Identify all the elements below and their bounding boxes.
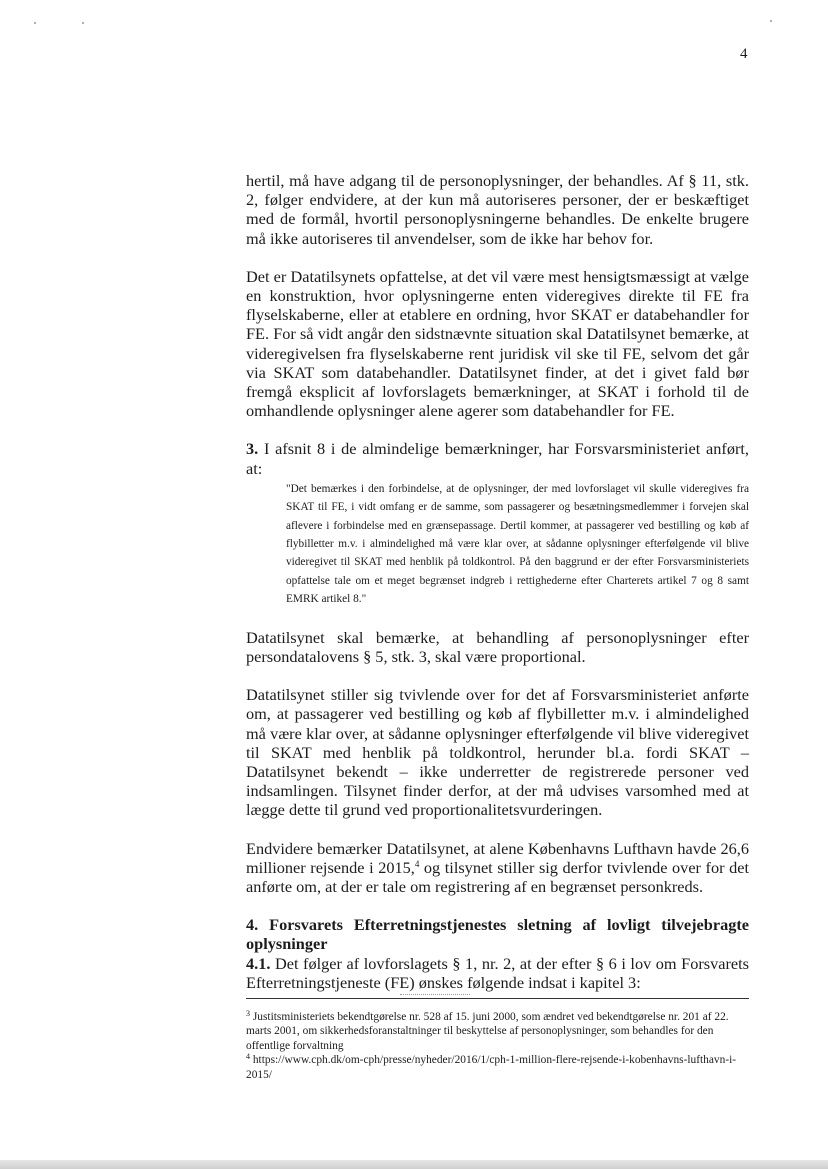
footnotes	[246, 1010, 756, 1082]
section-heading-4: 4. Forsvarets Efterretningstjenestes sletning af lovligt tilvejebragte oplysninger	[246, 915, 749, 954]
section-number: 3.	[246, 439, 259, 459]
page-number: 4	[740, 46, 748, 62]
footnote-ref-4: 4	[414, 858, 420, 869]
scan-edge	[0, 1160, 828, 1169]
scan-speck	[770, 20, 772, 22]
footnote-4: $^4$ https://www.cph.dk/om-cph/presse/nyheder/2016/1/cph-1-million-flere-rejsende-i-kobenhavns-lufthavn-i-2015/	[246, 1052, 737, 1081]
paragraph-proportionality: Datatilsynet skal bemærke, at behandling af personoplysninger efter persondatalovens § 5, stk. 3, skal være proportional.	[246, 627, 749, 666]
paragraph-passenger-count: Endvidere bemærker Datatilsynet, at alene Københavns Lufthavn havde 26,6 millioner rejsende i 2015,$^4$ og tilsynet stiller sig derfor tvivlende over for det anførte om, at der er tale om registrering af en begrænset personkreds.	[246, 838, 750, 896]
footnote-link: https://www.cph.dk/om-cph/presse/nyheder/2016/1/cph-1-million-flere-rejsende-i-kobenhavns-lufthavn-i-2015/	[246, 1054, 737, 1081]
footnote-divider	[246, 998, 749, 999]
document-body	[246, 171, 749, 992]
paragraph-section-4-1: 4.1. Det følger af lovforslagets § 1, nr. 2, at der efter § 6 i lov om Forsvarets Efterretningstjeneste (FE) ønskes følgende indsat i kapitel 3:	[246, 953, 749, 992]
paragraph-section-3	[246, 439, 749, 477]
footnote-3: $^3$ Justitsministeriets bekendtgørelse nr. 528 af 15. juni 2000, som ændret ved bekendtgørelse nr. 201 af 22. marts 2001, om sikkerhedsforanstaltninger til beskyttelse af personoplysninger, som behandles for den offentlige forvaltning	[246, 1009, 729, 1052]
paragraph-datatilsynet-opinion: Det er Datatilsynets opfattelse, at det vil være mest hensigtsmæssigt at vælge en konstruktion, hvor oplysningerne enten videregives direkte til FE fra flyselskaberne, eller at etablere en ordning, hvor SKAT er databehandler for FE. For så vidt angår den sidstnævnte situation skal Datatilsynet bemærke, at videregivelsen fra flyselskaberne rent juridisk vil ske til FE, selvom det går via SKAT som databehandler. Datatilsynet finder, at det i givet fald bør fremgå eksplicit af lovforslagets bemærkninger, at SKAT i forhold til de omhandlende oplysninger alene agerer som databehandler for FE.	[246, 266, 749, 421]
section-text: I afsnit 8 i de almindelige bemærkninger, har Forsvarsministeriet anført, at:	[246, 439, 749, 478]
subsection-number: 4.1.	[246, 953, 271, 973]
scan-speck	[34, 22, 36, 24]
block-quote: "Det bemærkes i den forbindelse, at de oplysninger, der med lovforslaget vil skulle videregives fra SKAT til FE, i vidt omfang er de samme, som passagerer og besætningsmedlemmer i forvejen skal aflevere i forbindelse med en grænsepassage. Dertil kommer, at passagerer ved bestilling og køb af flybilletter m.v. i almindelighed må være klar over, at sådanne oplysninger efterfølgende vil blive videregivet til SKAT med henblik på toldkontrol. På den baggrund er der efter Forsvarsministeriets opfattelse tale om et meget begrænset indgreb i rettighederne efter Charterets artikel 7 og 8 samt EMRK artikel 8."	[286, 482, 749, 606]
footnote-separator-dotted	[400, 994, 470, 995]
paragraph-doubt: Datatilsynet stiller sig tvivlende over for det af Forsvarsministeriet anførte om, at passagerer ved bestilling og køb af flybilletter m.v. i almindelighed må være klar over, at sådanne oplysninger efterfølgende vil blive videregivet til SKAT med henblik på toldkontrol, herunder bl.a. fordi SKAT – Datatilsynet bekendt – ikke underretter de registrerede personer ved indsamlingen. Tilsynet finder derfor, at der må udvises varsomhed med at lægge dette til grund ved proportionalitetsvurderingen.	[246, 685, 749, 820]
scan-speck	[82, 22, 84, 24]
paragraph-continuation: hertil, må have adgang til de personoplysninger, der behandles. Af § 11, stk. 2, følger endvidere, at der kun må autoriseres personer, der er beskæftiget med de formål, hvortil personoplysningerne behandles. De enkelte brugere må ikke autoriseres til anvendelser, som de ikke har behov for.	[246, 171, 749, 248]
